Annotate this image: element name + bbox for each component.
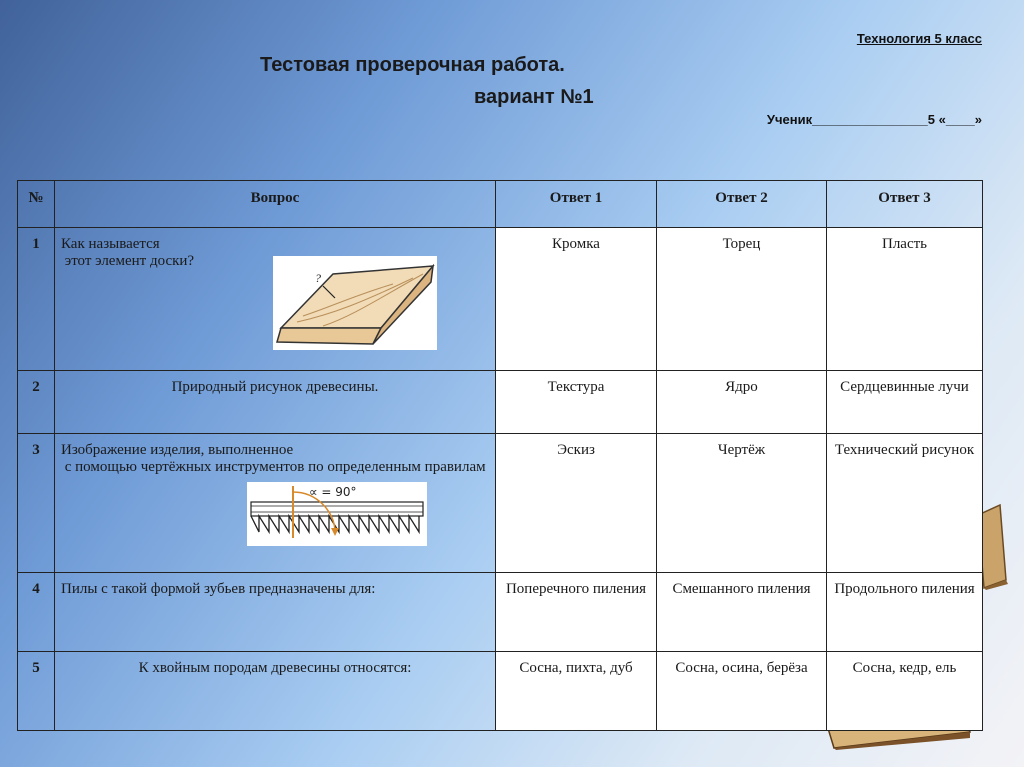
answer-cell[interactable]: Торец: [657, 228, 827, 371]
answer-cell[interactable]: Поперечного пиления: [496, 573, 657, 652]
row-number: 2: [18, 371, 55, 434]
question-text: с помощью чертёжных инструментов по определенным правилам: [61, 459, 486, 475]
board-figure-icon: [273, 256, 437, 350]
table-row: [18, 371, 983, 434]
row-number: 4: [18, 573, 55, 652]
answer-cell[interactable]: Сосна, кедр, ель: [827, 652, 983, 731]
header-question: Вопрос: [55, 181, 496, 228]
answer-cell[interactable]: Продольного пиления: [827, 573, 983, 652]
answer-cell[interactable]: Пласть: [827, 228, 983, 371]
answer-cell[interactable]: Эскиз: [496, 434, 657, 573]
table-row: [18, 434, 983, 573]
header-answer-1: Ответ 1: [496, 181, 657, 228]
question-text: Пилы с такой формой зубьев предназначены для:: [55, 573, 496, 652]
table-header-row: [18, 181, 983, 228]
row-number: 3: [18, 434, 55, 573]
student-field: Ученик________________5 «____»: [766, 112, 982, 127]
answer-cell[interactable]: Сосна, пихта, дуб: [496, 652, 657, 731]
saw-teeth-figure-icon: [247, 482, 427, 546]
answer-cell[interactable]: Чертёж: [657, 434, 827, 573]
question-cell: [55, 228, 496, 371]
header-answer-3: Ответ 3: [827, 181, 983, 228]
question-text: Изображение изделия, выполненное: [61, 442, 294, 458]
question-text: Как называется: [61, 236, 160, 252]
table-row: [18, 652, 983, 731]
question-cell: [55, 434, 496, 573]
test-table: [17, 180, 983, 731]
answer-cell[interactable]: Кромка: [496, 228, 657, 371]
question-text: К хвойным породам древесины относятся:: [55, 652, 496, 731]
subject-label: Технология 5 класс: [856, 31, 982, 46]
table-row: [18, 573, 983, 652]
header-number: №: [18, 181, 55, 228]
row-number: 1: [18, 228, 55, 371]
answer-cell[interactable]: Сердцевинные лучи: [827, 371, 983, 434]
answer-cell[interactable]: Сосна, осина, берёза: [657, 652, 827, 731]
table-row: [18, 228, 983, 371]
answer-cell[interactable]: Смешанного пиления: [657, 573, 827, 652]
answer-cell[interactable]: Текстура: [496, 371, 657, 434]
answer-cell[interactable]: Технический рисунок: [827, 434, 983, 573]
question-text: Природный рисунок древесины.: [55, 371, 496, 434]
page-title: Тестовая проверочная работа.: [260, 54, 565, 76]
question-text: этот элемент доски?: [61, 253, 195, 269]
figure-label: ∝ = 90°: [309, 485, 357, 499]
answer-cell[interactable]: Ядро: [657, 371, 827, 434]
variant-title: вариант №1: [474, 86, 594, 108]
header-answer-2: Ответ 2: [657, 181, 827, 228]
figure-label: ?: [315, 271, 321, 285]
row-number: 5: [18, 652, 55, 731]
